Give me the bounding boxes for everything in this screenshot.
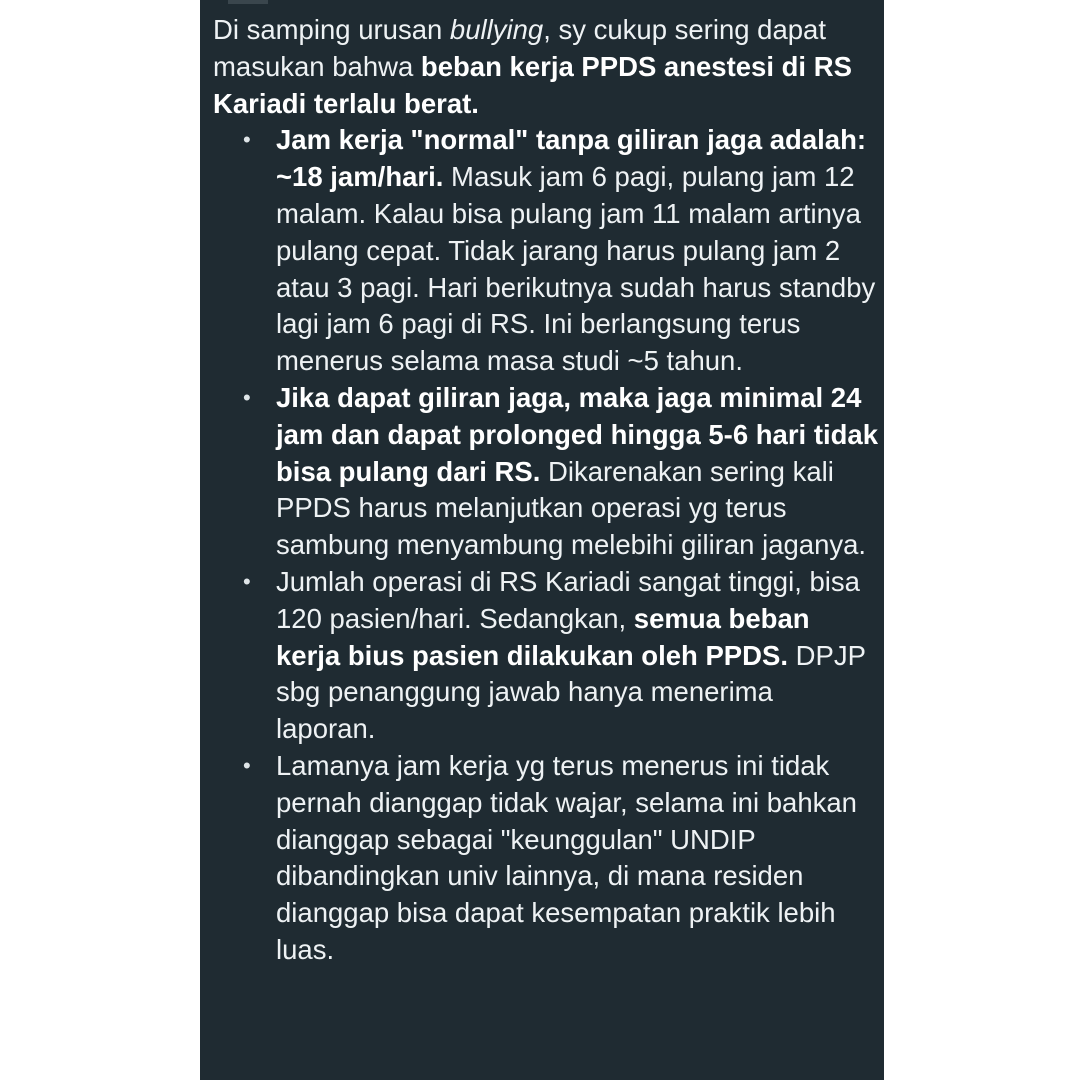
bullet-4-text: Lamanya jam kerja yg terus menerus ini tidak pernah dianggap tidak wajar, selama ini bahkan dianggap sebagai "keunggulan" UNDIP dibandingkan univ lainnya, di mana residen dianggap bisa dapat kesempatan praktik lebih luas. [276,749,857,965]
bullet-dot-icon: • [243,568,251,594]
bullet-dot-icon: • [243,384,251,410]
bullet-item-on-call [213,380,879,564]
intro-text-1: Di samping urusan [213,14,450,45]
intro-bold-text: beban kerja PPDS anestesi di RS Kariadi terlalu berat. [213,50,852,119]
message-panel [200,0,884,1080]
bullet-dot-icon: • [243,127,251,153]
bullet-list [213,122,879,968]
bullet-item-operations [213,564,879,748]
bullet-2-bold: Jika dapat giliran jaga, maka jaga minimal 24 jam dan dapat prolonged hingga 5-6 hari tidak bisa pulang dari RS. [276,381,879,487]
bullet-dot-icon: • [243,752,251,778]
intro-italic-text: bullying [449,14,544,45]
bullet-item-working-hours [213,122,879,380]
bullet-item-long-hours [213,748,879,969]
intro-text-2: , sy cukup sering dapat masukan bahwa [213,14,826,82]
bullet-3-text: DPJP sbg penanggung jawab hanya menerima laporan. [276,639,866,745]
intro-paragraph [213,12,879,122]
bullet-2-text: Dikarenakan sering kali PPDS harus melanjutkan operasi yg terus sambung menyambung melebihi giliran jaganya. [276,455,867,561]
message-content [213,12,879,969]
bullet-3-text-before: Jumlah operasi di RS Kariadi sangat tinggi, bisa 120 pasien/hari. Sedangkan, [276,565,860,634]
bullet-1-bold: Jam kerja "normal" tanpa giliran jaga adalah: ~18 jam/hari. [276,124,867,193]
bullet-3-bold: semua beban kerja bius pasien dilakukan oleh PPDS. [276,602,810,671]
bullet-1-text: Masuk jam 6 pagi, pulang jam 12 malam. Kalau bisa pulang jam 11 malam artinya pulang cepat. Tidak jarang harus pulang jam 2 atau 3 pagi. Hari berikutnya sudah harus standby lagi jam 6 pagi di RS. Ini berlangsung terus menerus selama masa studi ~5 tahun. [276,161,876,377]
